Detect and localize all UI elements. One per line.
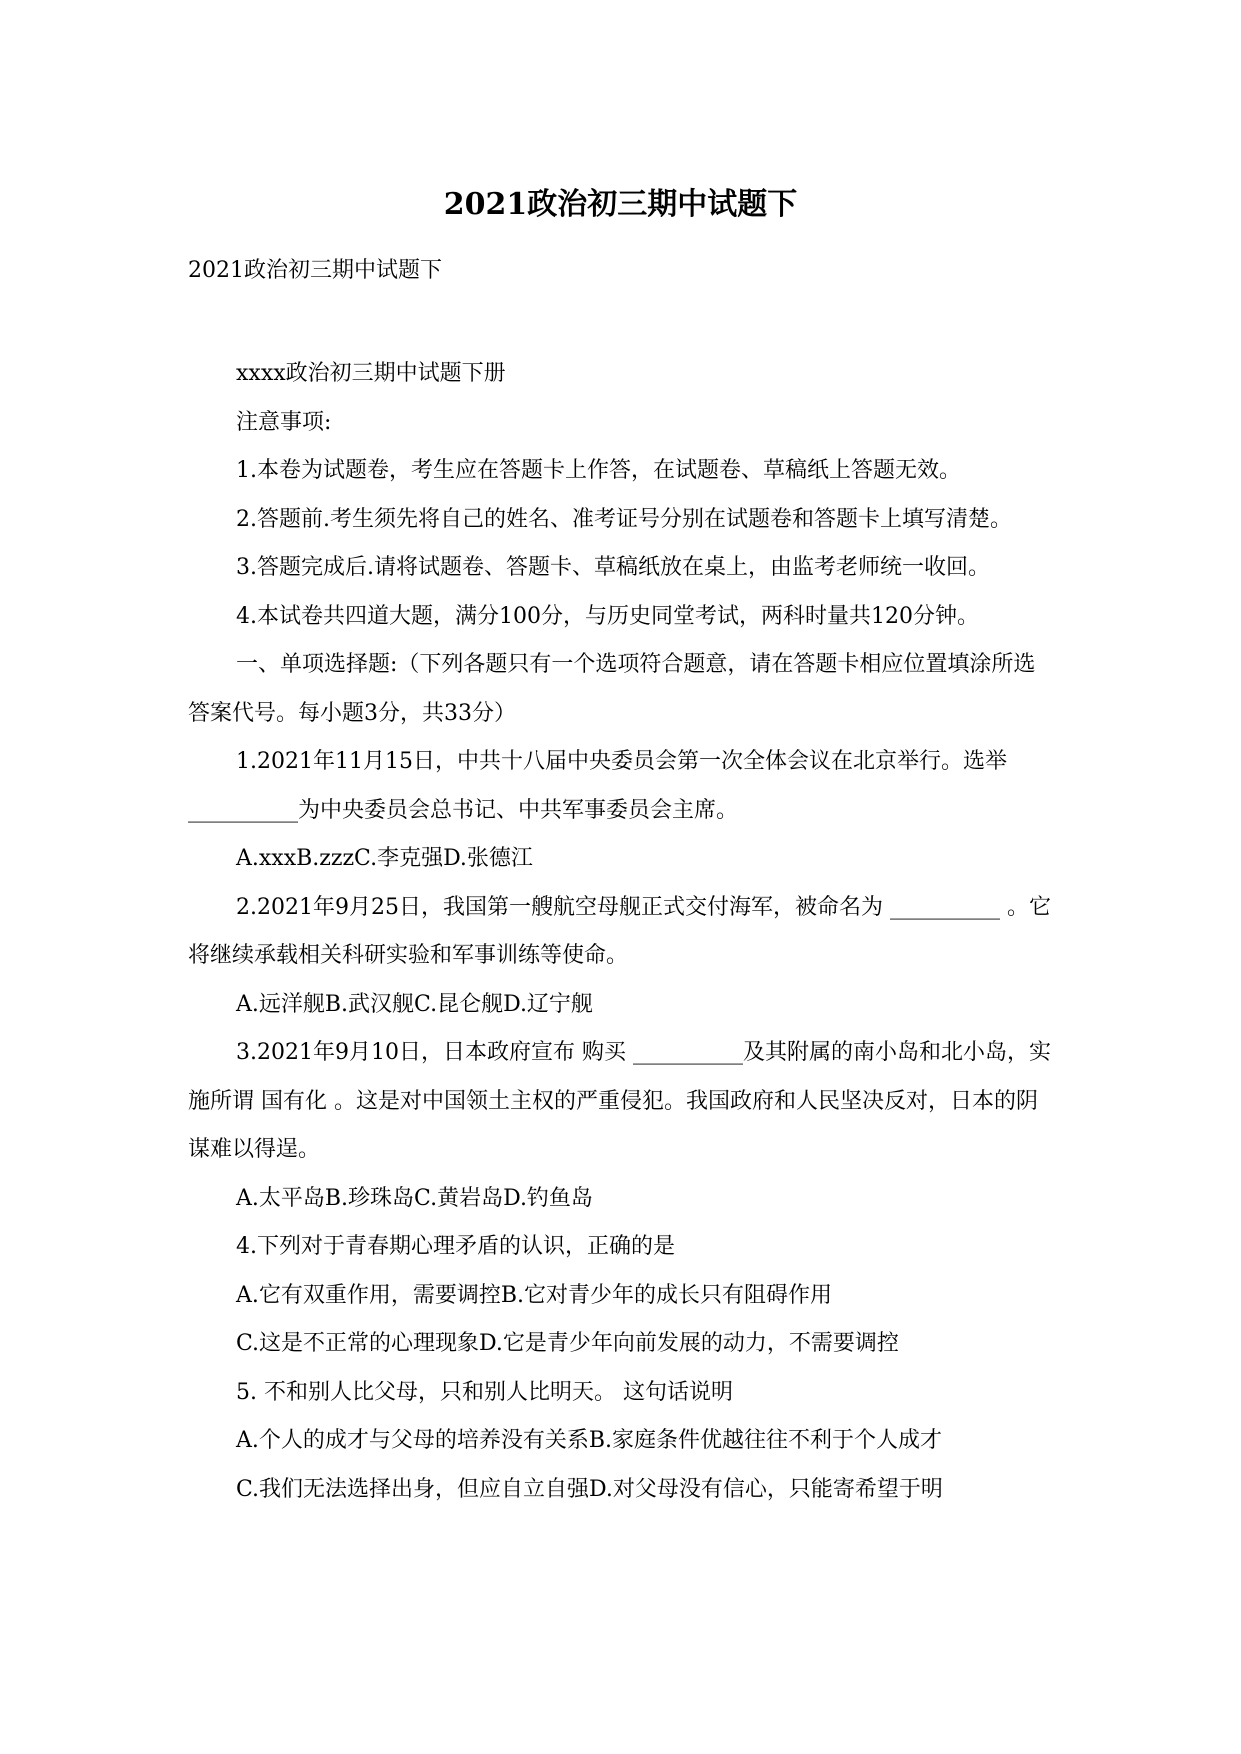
paragraph: 5. 不和别人比父母，只和别人比明天。 这句话说明 — [236, 1379, 733, 1405]
paragraph: xxxx政治初三期中试题下册 — [236, 361, 506, 386]
paragraph: C.这是不正常的心理现象D.它是青少年向前发展的动力，不需要调控 — [236, 1331, 899, 1356]
paragraph: 1.本卷为试题卷，考生应在答题卡上作答，在试题卷、草稿纸上答题无效。 — [236, 458, 961, 483]
paragraph: 1.2021年11月15日，中共十八届中央委员会第一次全体会议在北京举行。选举__________为中央委员会总书记、中共军事委员会主席。 — [188, 749, 1007, 823]
paragraph: A.它有双重作用，需要调控B.它对青少年的成长只有阻碍作用 — [236, 1282, 833, 1308]
document-subtitle: 2021政治初三期中试题下 — [188, 258, 442, 283]
paragraph: A.个人的成才与父母的培养没有关系B.家庭条件优越往往不利于个人成才 — [236, 1428, 943, 1453]
paragraph: A.远洋舰B.武汉舰C.昆仑舰D.辽宁舰 — [236, 991, 593, 1017]
document-body — [188, 350, 1056, 1514]
paragraph: A.xxxB.zzzC.李克强D.张德江 — [236, 846, 533, 871]
paragraph: C.我们无法选择出身，但应自立自强D.对父母没有信心，只能寄希望于明 — [236, 1476, 943, 1502]
paragraph: A.太平岛B.珍珠岛C.黄岩岛D.钓鱼岛 — [236, 1185, 593, 1211]
paragraph: 3.答题完成后.请将试题卷、答题卡、草稿纸放在桌上，由监考老师统一收回。 — [236, 555, 990, 580]
paragraph: 2.2021年9月25日，我国第一艘航空母舰正式交付海军，被命名为 __________ 。它将继续承载相关科研实验和军事训练等使命。 — [188, 894, 1051, 968]
paragraph: 4.本试卷共四道大题，满分100分，与历史同堂考试，两科时量共120分钟。 — [236, 603, 979, 629]
page-title: 2021政治初三期中试题下 — [443, 187, 798, 222]
paragraph: 4.下列对于青春期心理矛盾的认识，正确的是 — [236, 1234, 675, 1259]
paragraph: 2.答题前.考生须先将自己的姓名、准考证号分别在试题卷和答题卡上填写清楚。 — [236, 506, 1012, 532]
paragraph: 一、单项选择题:（下列各题只有一个选项符合题意，请在答题卡相应位置填涂所选答案代号。每小题3分，共33分） — [188, 652, 1036, 726]
paragraph: 注意事项: — [236, 409, 332, 435]
paragraph: 3.2021年9月10日，日本政府宣布 购买 __________及其附属的南小岛和北小岛，实施所谓 国有化 。这是对中国领土主权的严重侵犯。我国政府和人民坚决反对，日本的阴谋难以得逞。 — [188, 1040, 1051, 1162]
